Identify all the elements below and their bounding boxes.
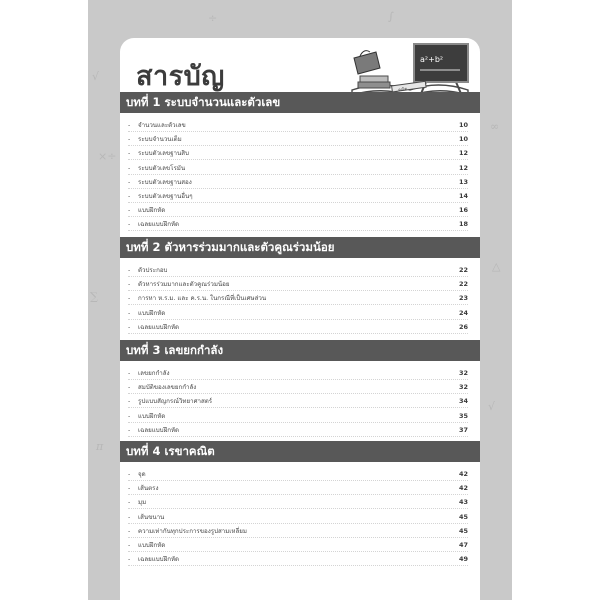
toc-entry-page: 10 — [458, 135, 468, 144]
toc-entry-label: ระบบตัวเลขโรมัน — [138, 164, 186, 172]
toc-entry-page: 26 — [458, 322, 468, 331]
toc-entry-label: ความเท่ากันทุกประการของรูปสามเหลี่ยม — [138, 527, 247, 535]
dotted-rule — [128, 379, 468, 380]
dotted-rule — [128, 304, 468, 305]
doodle: ÷ — [208, 12, 218, 25]
toc-entry[interactable] — [128, 410, 468, 423]
toc-entry-label: เฉลยแบบฝึกหัด — [138, 323, 180, 331]
toc-entry-label: ระบบตัวเลขฐานอื่นๆ — [138, 193, 193, 200]
toc-entry-page: 24 — [458, 308, 468, 317]
dotted-rule — [128, 145, 468, 146]
dotted-rule — [128, 537, 468, 538]
doodle: ×÷ — [98, 150, 117, 163]
toc-entry[interactable] — [128, 539, 468, 552]
toc-entry-label: รูปแบบสัญกรณ์วิทยาศาสตร์ — [138, 398, 213, 406]
bullet-dash: - — [128, 556, 131, 564]
dotted-rule — [128, 276, 468, 277]
toc-entry[interactable] — [128, 147, 468, 160]
toc-entry-page: 32 — [458, 383, 468, 392]
bullet-dash: - — [128, 426, 131, 434]
blackboard-text: a²+b² — [420, 55, 444, 64]
dotted-rule — [128, 230, 468, 231]
toc-entry-page: 45 — [458, 512, 468, 521]
bullet-dash: - — [128, 398, 131, 406]
toc-entry[interactable] — [128, 321, 468, 334]
toc-entry[interactable] — [128, 204, 468, 217]
toc-entry[interactable] — [128, 162, 468, 175]
toc-entry-label: ระบบตัวเลขฐานสิบ — [138, 150, 189, 158]
toc-entry-page: 22 — [458, 280, 468, 289]
toc-entry-page: 37 — [458, 425, 468, 434]
dotted-rule — [128, 551, 468, 552]
toc-entry[interactable] — [128, 482, 468, 495]
toc-entry-label: แบบฝึกหัด — [138, 412, 166, 420]
dotted-rule — [128, 216, 468, 217]
toc-entry-page: 42 — [458, 484, 468, 493]
dotted-rule — [128, 188, 468, 189]
bullet-dash: - — [128, 267, 131, 274]
dotted-rule — [128, 436, 468, 437]
toc-entry[interactable] — [128, 367, 468, 380]
toc-entry-label: เฉลยแบบฝึกหัด — [138, 221, 180, 229]
bullet-dash: - — [128, 122, 131, 129]
dotted-rule — [128, 523, 468, 524]
bullet-dash: - — [128, 485, 131, 493]
chapter-header: บทที่ 3 เลขยกกำลัง — [120, 340, 480, 361]
bullet-dash: - — [128, 471, 131, 478]
toc-entry-label: แบบฝึกหัด — [138, 207, 166, 215]
toc-entry-label: เส้นขนาน — [138, 513, 165, 521]
bullet-dash: - — [128, 150, 131, 158]
toc-entry-label: ตัวหารร่วมมากและตัวคูณร่วมน้อย — [138, 281, 230, 289]
doodle: ∑ — [90, 290, 98, 303]
toc-entry-page: 12 — [458, 149, 468, 158]
bullet-dash: - — [128, 193, 131, 200]
toc-entry[interactable] — [128, 133, 468, 146]
toc-entry[interactable] — [128, 395, 468, 408]
dotted-rule — [128, 480, 468, 481]
toc-entry-page: 35 — [458, 411, 468, 420]
toc-entry[interactable] — [128, 381, 468, 394]
doodle: π — [96, 440, 104, 453]
toc-entry-label: สมบัติของเลขยกกำลัง — [138, 384, 197, 392]
toc-entry-label: เฉลยแบบฝึกหัด — [138, 426, 180, 434]
dotted-rule — [128, 319, 468, 320]
doodle: △ — [492, 260, 501, 273]
bullet-dash: - — [128, 178, 131, 186]
dotted-rule — [128, 202, 468, 203]
toc-sheet — [120, 38, 480, 600]
toc-entry-label: แบบฝึกหัด — [138, 542, 166, 549]
dotted-rule — [128, 494, 468, 495]
doodle: ∞ — [490, 120, 500, 133]
toc-entry-label: จุด — [138, 471, 146, 478]
toc-entry-label: การหา ห.ร.ม. และ ค.ร.น. ในกรณีที่เป็นเศษส่วน — [138, 295, 267, 303]
toc-entry-label: ระบบตัวเลขฐานสอง — [138, 178, 192, 186]
bullet-dash: - — [128, 295, 131, 303]
toc-entry-label: จำนวนและตัวเลข — [138, 122, 186, 129]
book-stack-icon — [360, 76, 388, 82]
doodle: ∫ — [388, 10, 394, 23]
toc-entry-page: 23 — [458, 294, 468, 303]
bullet-dash: - — [128, 499, 131, 507]
toc-entry-page: 12 — [458, 163, 468, 172]
chapter-header: บทที่ 2 ตัวหารร่วมมากและตัวคูณร่วมน้อย — [120, 237, 480, 258]
toc-entry[interactable] — [128, 278, 468, 291]
bullet-dash: - — [128, 370, 131, 377]
toc-entry-page: 16 — [458, 206, 468, 215]
toc-entry[interactable] — [128, 176, 468, 189]
toc-entry-page: 49 — [458, 555, 468, 564]
dotted-rule — [128, 393, 468, 394]
bullet-dash: - — [128, 136, 131, 144]
toc-entry-page: 43 — [458, 498, 468, 507]
toc-entry-page: 22 — [458, 266, 468, 274]
dotted-rule — [128, 407, 468, 408]
toc-entry-page: 13 — [458, 177, 468, 186]
chapter-header: บทที่ 4 เรขาคณิต — [120, 441, 480, 462]
toc-entry-label: มุม — [138, 499, 147, 507]
bullet-dash: - — [128, 164, 131, 172]
toc-entry-page: 32 — [458, 369, 468, 377]
chapter-header: บทที่ 1 ระบบจำนวนและตัวเลข — [120, 92, 480, 113]
toc-entry-label: ระบบจำนวนเต็ม — [138, 136, 182, 144]
doodle: √ — [488, 400, 496, 413]
bullet-dash: - — [128, 309, 131, 317]
dotted-rule — [128, 565, 468, 566]
toc-entry-label: ตัวประกอบ — [138, 267, 168, 274]
bullet-dash: - — [128, 221, 131, 229]
bullet-dash: - — [128, 323, 131, 331]
toc-entry[interactable] — [128, 468, 468, 481]
toc-entry[interactable] — [128, 190, 468, 203]
dotted-rule — [128, 131, 468, 132]
bullet-dash: - — [128, 281, 131, 289]
toc-entry[interactable] — [128, 264, 468, 277]
toc-entry-label: เฉลยแบบฝึกหัด — [138, 556, 180, 564]
toc-entry-page: 42 — [458, 470, 468, 478]
toc-entry[interactable] — [128, 511, 468, 524]
toc-entry-page: 47 — [458, 541, 468, 549]
toc-entry[interactable] — [128, 496, 468, 509]
bullet-dash: - — [128, 207, 131, 215]
book-page — [88, 0, 512, 600]
bullet-dash: - — [128, 513, 131, 521]
toc-entry-page: 14 — [458, 192, 468, 200]
toc-entry-page: 34 — [458, 397, 468, 406]
toc-entry-page: 10 — [458, 121, 468, 129]
bullet-dash: - — [128, 542, 131, 549]
dotted-rule — [128, 333, 468, 334]
toc-entry-label: แบบฝึกหัด — [138, 309, 166, 317]
school-bag-icon — [354, 52, 380, 74]
toc-entry-label: เส้นตรง — [138, 485, 159, 493]
toc-entry[interactable] — [128, 292, 468, 305]
dotted-rule — [128, 159, 468, 160]
toc-entry-label: เลขยกกำลัง — [138, 370, 170, 377]
bullet-dash: - — [128, 412, 131, 420]
toc-entry[interactable] — [128, 218, 468, 231]
toc-entry-page: 45 — [458, 526, 468, 535]
toc-entry[interactable] — [128, 119, 468, 132]
toc-title: สารบัญ — [136, 61, 225, 92]
doodle: √ — [92, 70, 100, 83]
dotted-rule — [128, 508, 468, 509]
dotted-rule — [128, 422, 468, 423]
ruler-text: คณิต — [397, 85, 408, 93]
toc-entry[interactable] — [128, 525, 468, 538]
toc-entry-page: 18 — [458, 220, 468, 229]
toc-entry[interactable] — [128, 424, 468, 437]
dotted-rule — [128, 174, 468, 175]
bullet-dash: - — [128, 527, 131, 535]
toc-entry[interactable] — [128, 307, 468, 320]
classroom-illustration — [346, 38, 476, 100]
toc-entry[interactable] — [128, 553, 468, 566]
bullet-dash: - — [128, 384, 131, 392]
dotted-rule — [128, 290, 468, 291]
